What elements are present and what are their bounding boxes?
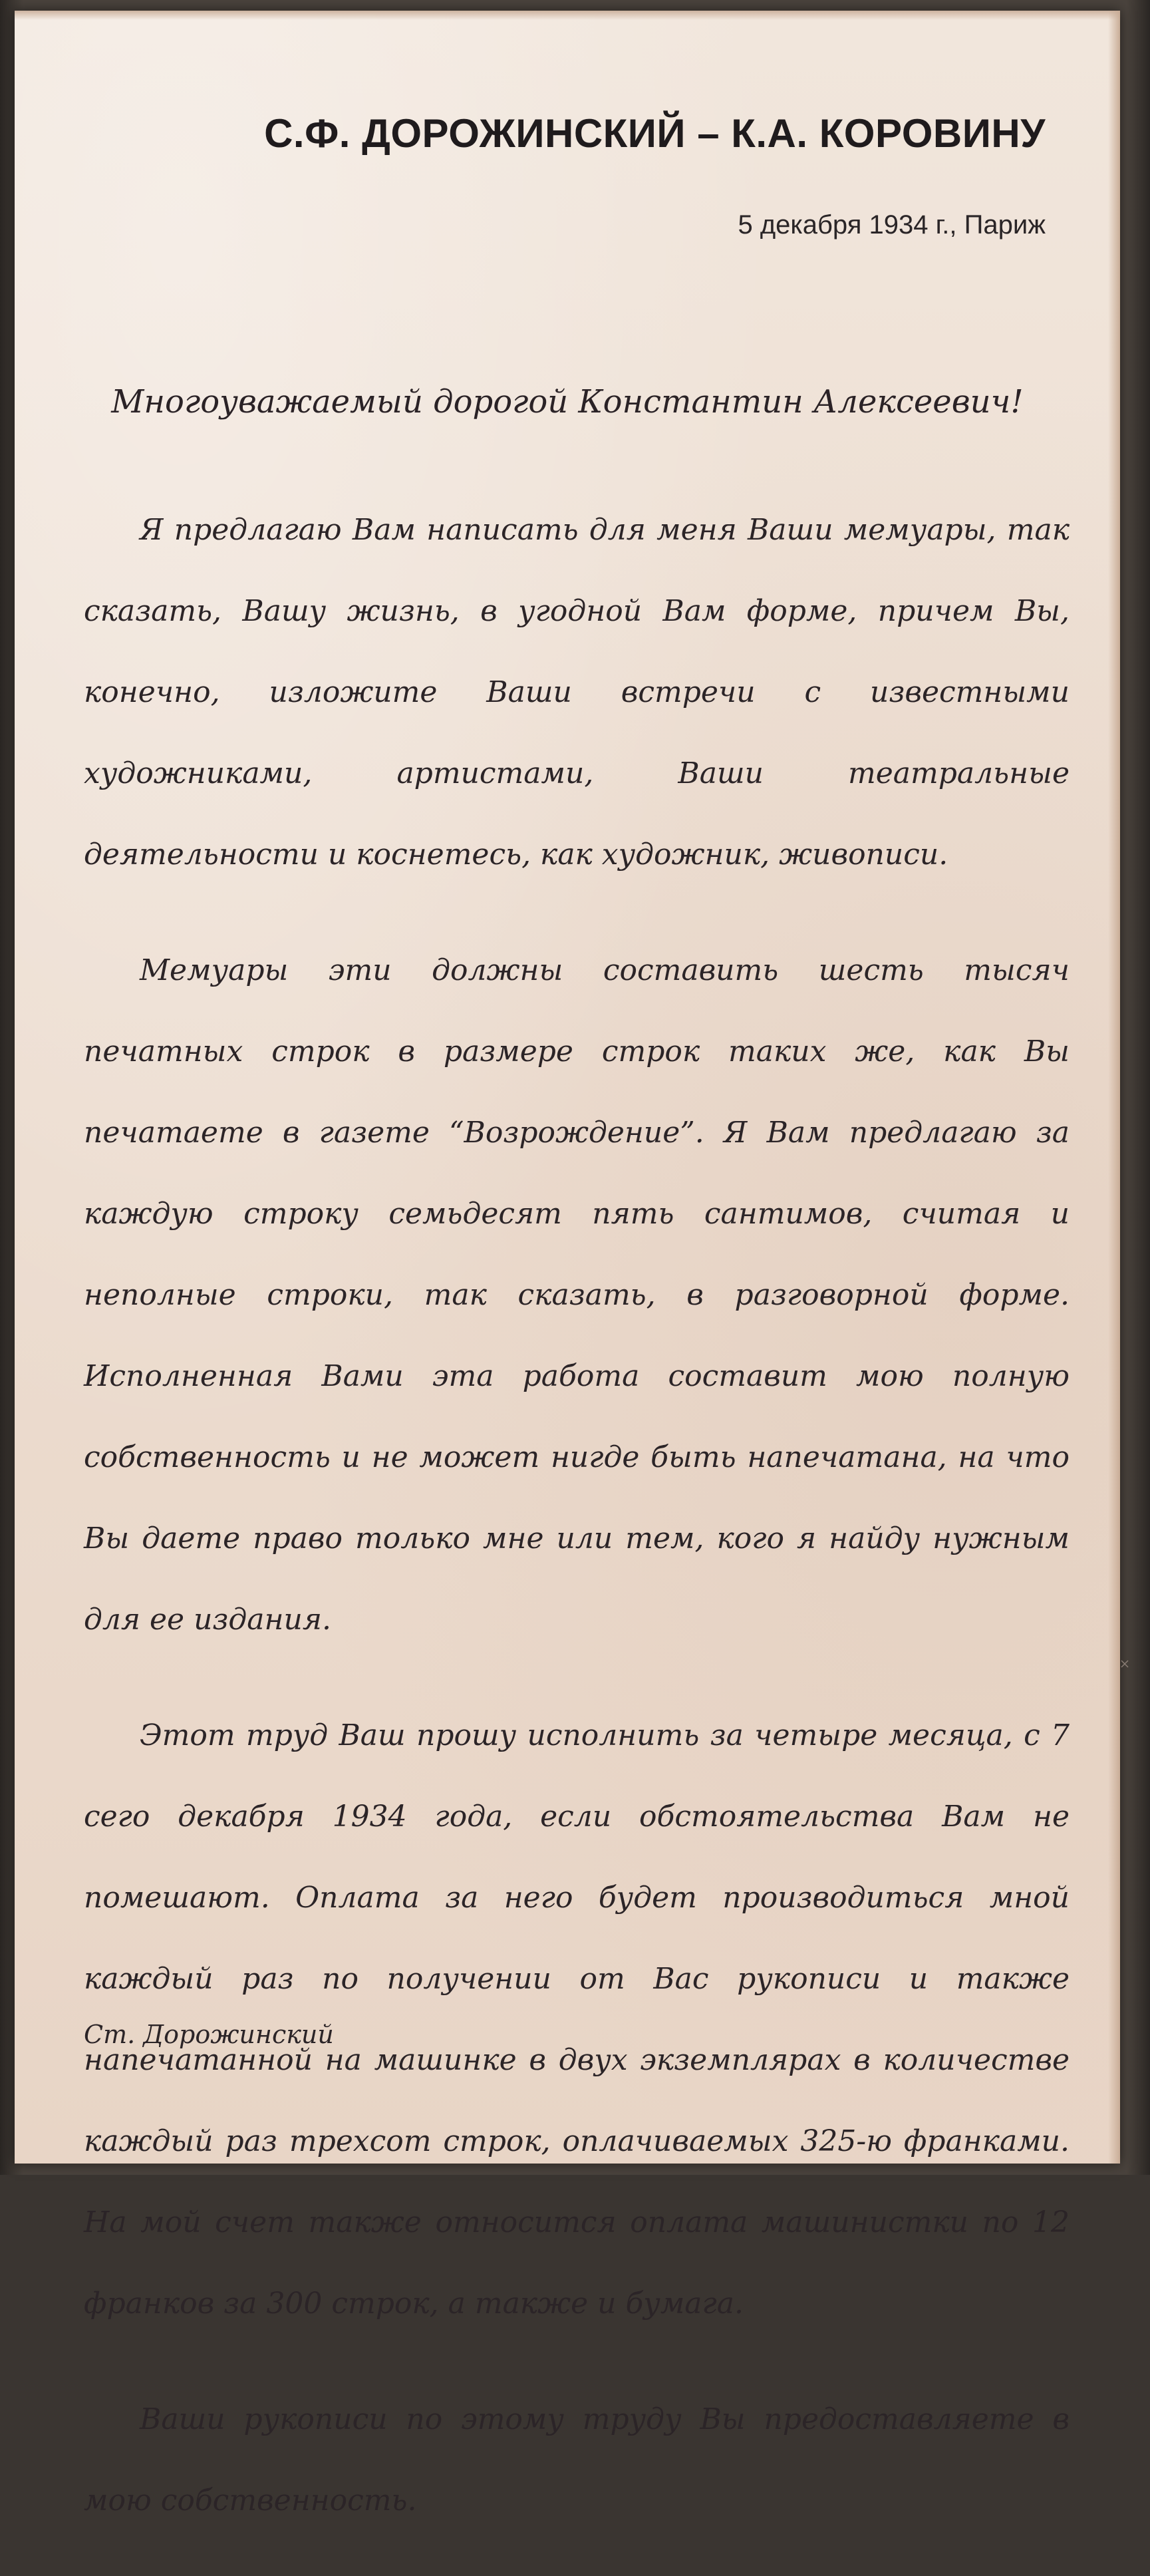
letter-paragraph: Я предлагаю Вам написать для меня Ваши мемуары, так сказать, Вашу жизнь, в угодной Вам форме, причем Вы, конечно, изложите Ваши встречи с известными художниками, артистами, Ваши театральные деятельности и коснетесь, как художник, живописи. bbox=[84, 513, 1070, 872]
letter-salutation: Многоуважаемый дорогой Константин Алексеевич! bbox=[111, 383, 1024, 420]
letter-signature: Ст. Дорожинский bbox=[84, 2020, 334, 2049]
paper-edge-top bbox=[15, 11, 1120, 20]
letter-heading: С.Ф. ДОРОЖИНСКИЙ – К.А. КОРОВИНУ bbox=[264, 111, 1046, 156]
letter-dateline: 5 декабря 1934 г., Париж bbox=[738, 210, 1046, 240]
pencil-mark-icon bbox=[1120, 1659, 1129, 1669]
letter-paragraph: Ваши рукописи по этому труду Вы предоставляете в мою собственность. bbox=[84, 2402, 1070, 2517]
letter-sheet bbox=[15, 11, 1120, 2517]
letter-paragraph: Мемуары эти должны составить шесть тысяч печатных строк в размере строк таких же, как Вы печатаете в газете “Возрождение”. Я Вам предлагаю за каждую строку семьдесят пять сантимов, считая и неполные строки, так сказать, в разговорной форме. Исполненная Вами эта работа составит мою полную собственность и не может нигде быть напечатана, на что Вы даете право только мне или тем, кого я найду нужным для ее издания. bbox=[84, 953, 1070, 1637]
letter-body bbox=[84, 490, 1070, 2576]
letter-paragraph: Этот труд Ваш прошу исполнить за четыре месяца, с 7 сего декабря 1934 года, если обстоятельства Вам не помешают. Оплата за него будет производиться мной каждый раз по получении от Вас рукописи и также напечатанной на машинке в двух экземплярах в количестве каждый раз трехсот строк, оплачиваемых 325-ю франками. На мой счет также относится оплата машинистки по 12 франков за 300 строк, а также и бумага. bbox=[84, 1718, 1070, 2321]
paper-edge-right bbox=[1108, 11, 1120, 2164]
